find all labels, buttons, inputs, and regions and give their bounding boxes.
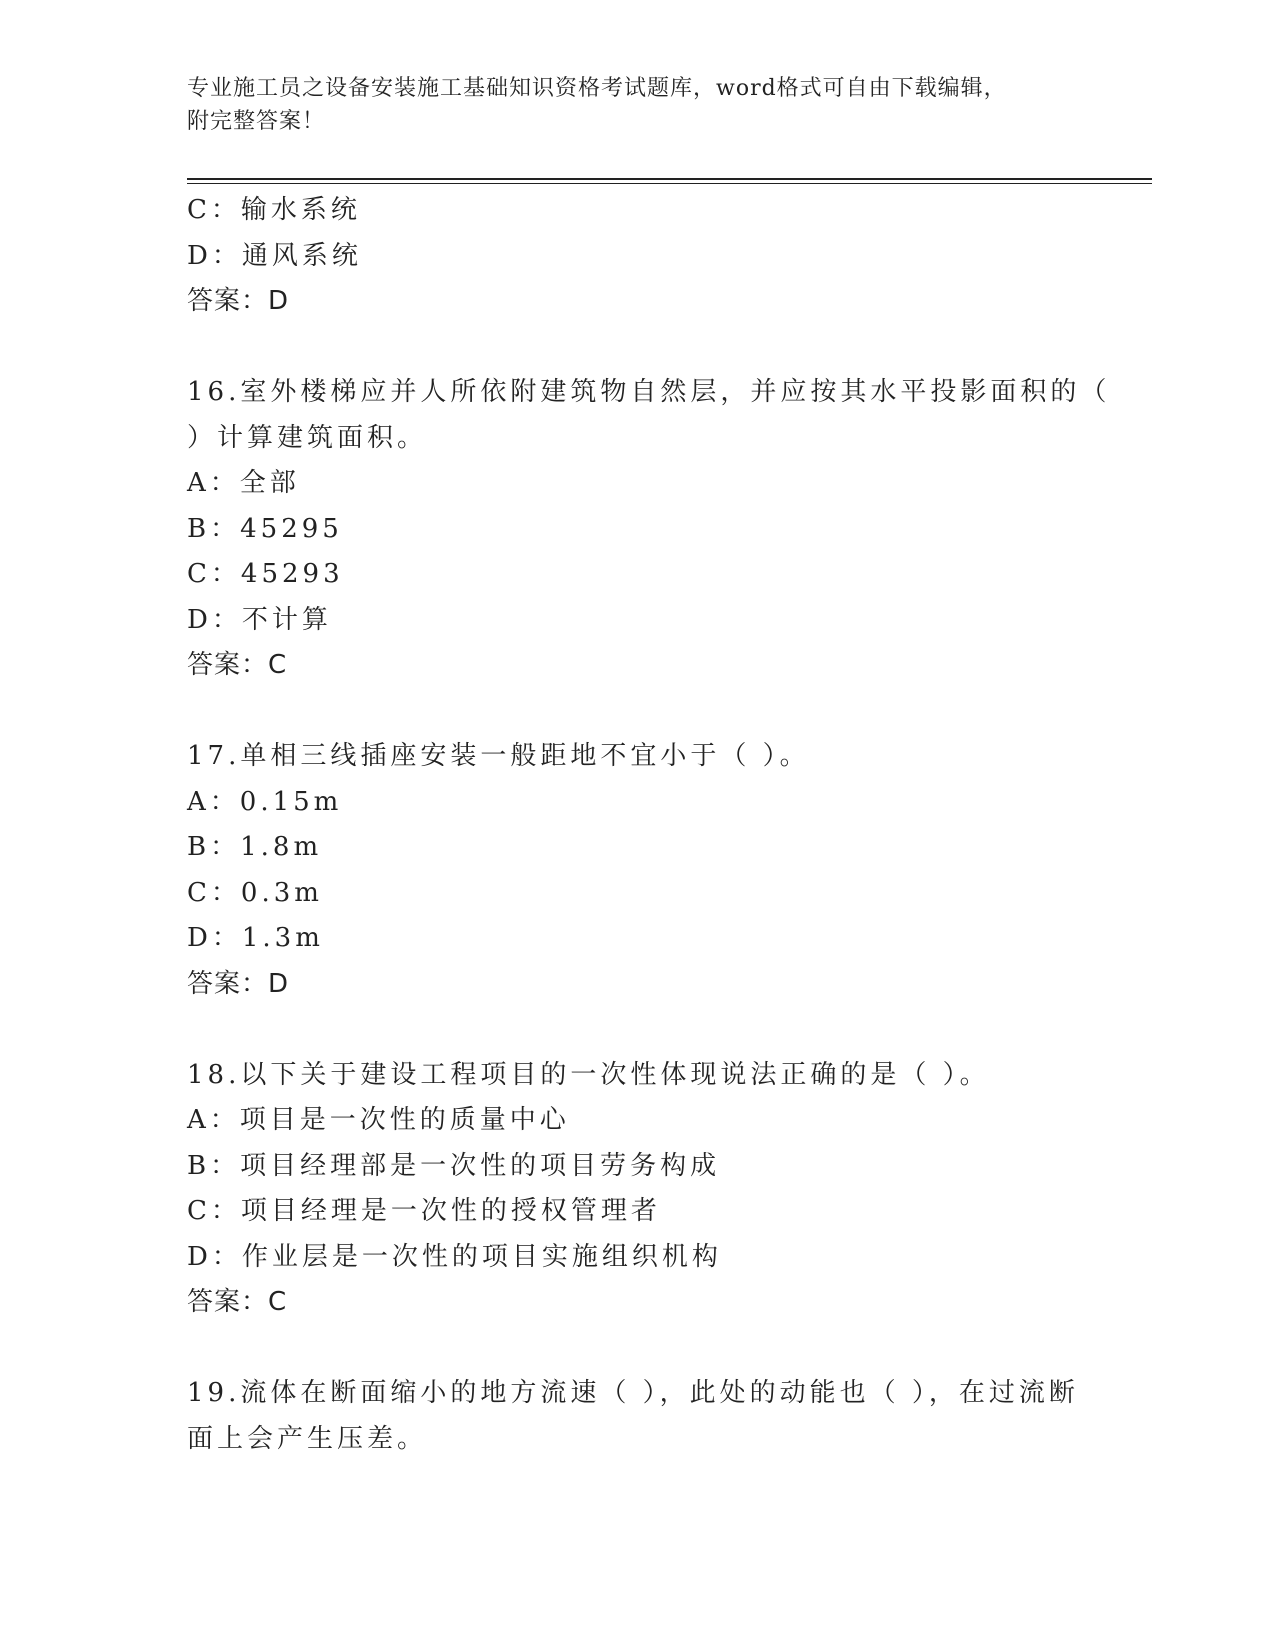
option-label: B： [187,832,241,862]
header-line-2: 附完整答案！ [187,109,326,134]
option-label: A： [187,468,240,498]
option-c [187,552,1087,598]
question-number: 17. [187,741,241,771]
answer-line: 答案：D [187,286,290,316]
option-text: 0.15m [239,786,343,817]
option-text: 输水系统 [240,195,361,225]
spacer [187,325,1087,371]
option-text: 45293 [240,559,344,589]
option-label: C： [187,877,241,908]
option-d [187,234,1087,280]
header-line-1: 专业施工员之设备安装施工基础知识资格考试题库，word格式可自由下载编辑， [187,76,1007,101]
option-label: D： [187,923,242,953]
option-text: 项目经理是一次性的授权管理者 [240,1196,661,1226]
option-b [187,507,1087,553]
question-18 [187,1053,1087,1326]
answer-line: 答案：D [187,968,290,999]
spacer [187,1007,1087,1053]
question-stem [187,734,1087,780]
question-stem-line-1: 以下关于建设工程项目的一次性体现说法正确的是（ ）。 [240,1059,990,1090]
question-number: 19. [187,1378,241,1408]
option-b [187,825,1087,871]
question-16 [187,370,1111,689]
option-d [187,1235,1087,1281]
option-label: D： [187,604,242,635]
question-stem-line-2: 面上会产生压差。 [187,1423,428,1454]
exam-content [187,188,1111,1462]
question-stem-line-1: 室外楼梯应并人所依附建筑物自然层，并应按其水平投影面积的（ [240,377,1111,407]
question-17 [187,734,1087,1007]
answer-line: 答案：C [187,650,288,680]
option-b [187,1144,1087,1190]
option-text: 1.3m [241,923,324,953]
option-label: D： [187,1241,242,1272]
prev-question [187,188,1087,325]
option-text: 作业层是一次性的项目实施组织机构 [241,1241,722,1272]
option-text: 项目经理部是一次性的项目劳务构成 [240,1150,721,1181]
question-stem-line-2: ）计算建筑面积。 [187,422,428,453]
option-text: 通风系统 [241,240,362,271]
option-a [187,461,1087,507]
header-divider-thin [187,183,1152,184]
option-d [187,916,1087,962]
question-stem [187,1053,1087,1099]
option-text: 全部 [239,468,300,498]
header-divider-thick [187,178,1152,180]
question-stem [187,1371,1087,1417]
option-text: 1.8m [240,832,323,862]
question-stem-line-1: 流体在断面缩小的地方流速（ ），此处的动能也（ ），在过流断 [240,1378,1079,1408]
option-label: B： [187,1150,241,1181]
option-label: C： [187,1196,241,1226]
option-text: 0.3m [240,877,323,908]
option-label: A： [187,786,240,817]
option-label: D： [187,240,242,271]
option-a [187,780,1087,826]
option-c [187,1189,1087,1235]
question-number: 18. [187,1059,241,1090]
option-label: C： [187,195,241,225]
option-a [187,1098,1087,1144]
answer-line: 答案：C [187,1287,288,1317]
option-text: 项目是一次性的质量中心 [239,1105,570,1135]
option-label: A： [187,1105,240,1135]
option-text: 45295 [240,513,343,544]
spacer [187,689,1087,735]
option-label: B： [187,513,241,544]
option-text: 不计算 [241,604,332,635]
option-d [187,598,1087,644]
option-label: C： [187,559,241,589]
question-number: 16. [187,377,241,407]
option-c [187,188,1087,234]
spacer [187,1326,1087,1372]
question-19 [187,1371,1087,1462]
document-header [187,72,1087,138]
question-stem [187,370,1111,416]
question-stem-line-1: 单相三线插座安装一般距地不宜小于（ ）。 [240,741,810,771]
option-c [187,871,1087,917]
